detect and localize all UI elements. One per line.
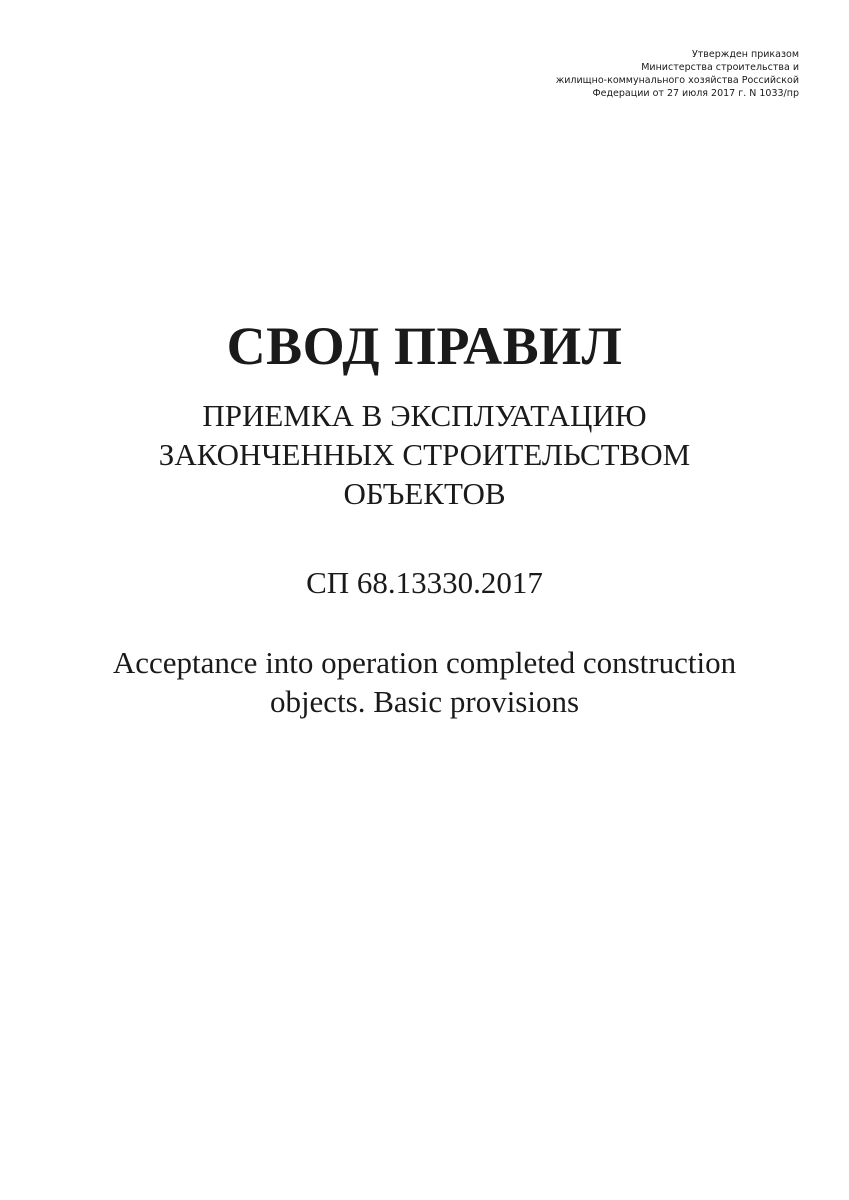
approval-note [379,48,799,100]
document-subtitle [0,396,849,513]
english-title-line: objects. Basic provisions [269,684,580,719]
subtitle-line: ПРИЕМКА В ЭКСПЛУАТАЦИЮ [202,398,647,433]
english-title [0,643,849,721]
approval-line: Федерации от 27 июля 2017 г. N 1033/пр [592,88,799,99]
approval-line: Министерства строительства и [641,62,799,73]
english-title-line: Acceptance into operation completed construction [112,645,737,680]
document-code: СП 68.13330.2017 [306,565,543,600]
subtitle-line: ОБЪЕКТОВ [343,476,506,511]
approval-line: жилищно-коммунального хозяйства Российской [555,75,799,86]
document-type-title: СВОД ПРАВИЛ [226,316,623,376]
approval-line: Утвержден приказом [691,49,799,60]
subtitle-line: ЗАКОНЧЕННЫХ СТРОИТЕЛЬСТВОМ [158,437,691,472]
